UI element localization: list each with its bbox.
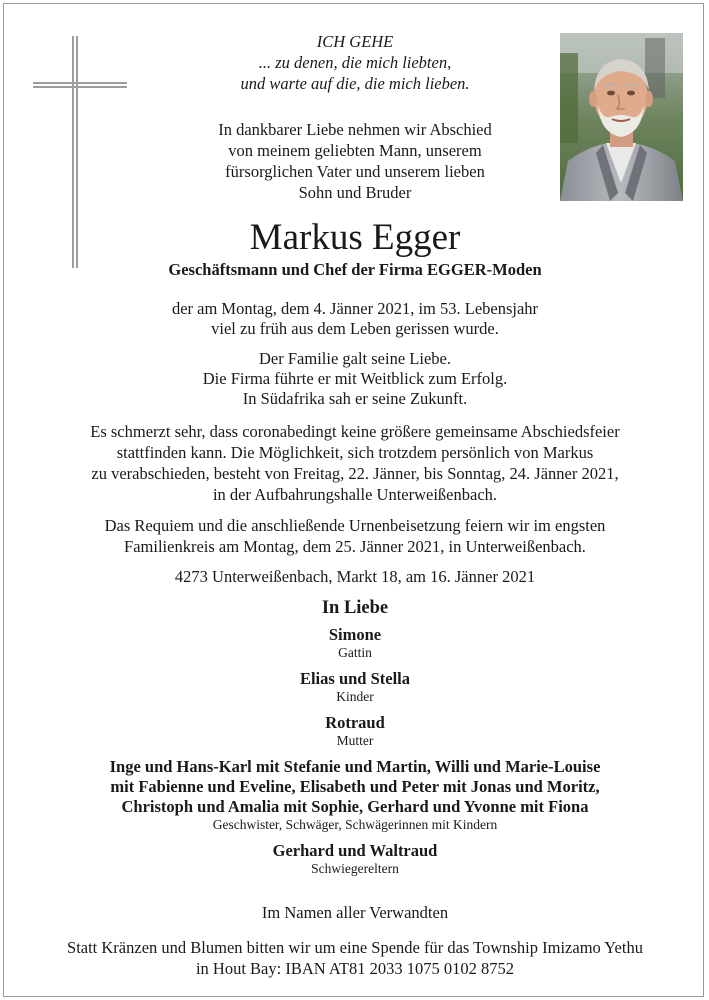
requiem-line: Das Requiem und die anschließende Urnenbeisetzung feiern wir im engsten: [104, 516, 606, 535]
mourner-name: Inge und Hans-Karl mit Stefanie und Martin, Willi und Marie-Louise: [109, 757, 601, 776]
poem: [150, 31, 560, 94]
death-notice-line: der am Montag, dem 4. Jänner 2021, im 53. Lebensjahr: [171, 299, 539, 318]
place-date: 4273 Unterweißenbach, Markt 18, am 16. Jänner 2021: [174, 567, 536, 586]
intro-line: Sohn und Bruder: [298, 183, 412, 202]
mourner-name: Rotraud: [325, 713, 385, 732]
mourner-name: Simone: [328, 625, 382, 644]
mourner-relation: Kinder: [336, 689, 374, 704]
intro-text: [150, 119, 560, 203]
requiem-line: Familienkreis am Montag, dem 25. Jänner 2021, in Unterweißenbach.: [124, 537, 586, 556]
poem-line: und warte auf die, die mich lieben.: [240, 74, 470, 93]
tribute: [60, 349, 650, 409]
tribute-line: Die Firma führte er mit Weitblick zum Erfolg.: [202, 369, 508, 388]
mourner-name: mit Fabienne und Eveline, Elisabeth und Peter mit Jonas und Moritz,: [110, 777, 600, 796]
deceased-name: Markus Egger: [249, 217, 461, 258]
love-title: In Liebe: [321, 598, 389, 618]
signoff: Im Namen aller Verwandten: [261, 903, 449, 922]
tribute-line: In Südafrika sah er seine Zukunft.: [242, 389, 468, 408]
mourner-relation: Geschwister, Schwäger, Schwägerinnen mit Kindern: [212, 817, 498, 832]
cross-icon: [33, 36, 127, 268]
donation-line: in Hout Bay: IBAN AT81 2033 1075 0102 8752: [195, 959, 515, 978]
deceased-profession: Geschäftsmann und Chef der Firma EGGER-Moden: [168, 260, 542, 279]
farewell-info: [20, 421, 690, 505]
mourner-name: Elias und Stella: [299, 669, 411, 688]
poem-line: ... zu denen, die mich liebten,: [258, 53, 452, 72]
mourner-name: Gerhard und Waltraud: [272, 841, 438, 860]
mourner-name: Christoph und Amalia mit Sophie, Gerhard und Yvonne mit Fiona: [121, 797, 589, 816]
tribute-line: Der Familie galt seine Liebe.: [259, 349, 451, 368]
donation-line: Statt Kränzen und Blumen bitten wir um eine Spende für das Township Imizamo Yethu: [67, 938, 643, 957]
requiem-info: [20, 515, 690, 557]
death-notice: [60, 299, 650, 339]
donation-request: [20, 937, 690, 979]
farewell-line: stattfinden kann. Die Möglichkeit, sich trotzdem persönlich von Markus: [116, 443, 594, 462]
farewell-line: in der Aufbahrungshalle Unterweißenbach.: [212, 485, 498, 504]
farewell-line: Es schmerzt sehr, dass coronabedingt keine größere gemeinsame Abschiedsfeier: [90, 422, 620, 441]
mourner-relation: Schwiegereltern: [311, 861, 399, 876]
portrait-photo: [560, 33, 683, 201]
mourners-list: [20, 625, 690, 885]
mourner-relation: Gattin: [338, 645, 372, 660]
intro-line: In dankbarer Liebe nehmen wir Abschied: [218, 120, 492, 139]
mourner-relation: Mutter: [336, 733, 374, 748]
intro-line: von meinem geliebten Mann, unserem: [228, 141, 482, 160]
death-notice-line: viel zu früh aus dem Leben gerissen wurde.: [211, 319, 499, 338]
poem-line: ICH GEHE: [316, 32, 394, 51]
farewell-line: zu verabschieden, besteht von Freitag, 22. Jänner, bis Sonntag, 24. Jänner 2021,: [91, 464, 619, 483]
intro-line: fürsorglichen Vater und unserem lieben: [225, 162, 485, 181]
